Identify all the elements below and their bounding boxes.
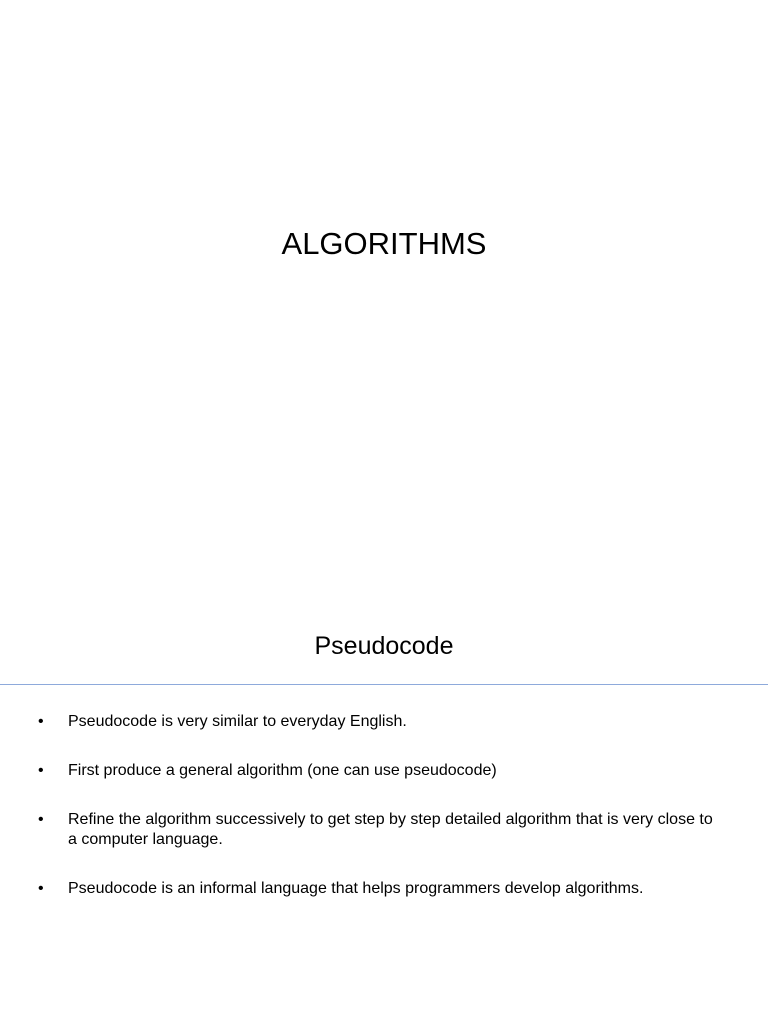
bullet-text: First produce a general algorithm (one can use pseudocode) (68, 762, 497, 779)
section-heading: Pseudocode (314, 632, 454, 660)
bullet-text: Refine the algorithm successively to get step by step detailed algorithm that is very close to a computer language. (68, 811, 713, 848)
bullet-point-icon: • (38, 713, 44, 730)
bullet-text: Pseudocode is an informal language that helps programmers develop algorithms. (68, 880, 644, 897)
bullet-item (0, 761, 768, 781)
bullet-text: Pseudocode is very similar to everyday English. (68, 713, 407, 730)
divider-line (0, 684, 768, 685)
bullet-point-icon: • (38, 762, 44, 779)
bullet-item (0, 810, 768, 850)
bullet-list (0, 712, 768, 928)
bullet-point-icon: • (38, 811, 44, 828)
bullet-item (0, 712, 768, 732)
bullet-point-icon: • (38, 880, 44, 897)
slide-title: ALGORITHMS (281, 226, 487, 261)
bullet-item (0, 879, 768, 899)
